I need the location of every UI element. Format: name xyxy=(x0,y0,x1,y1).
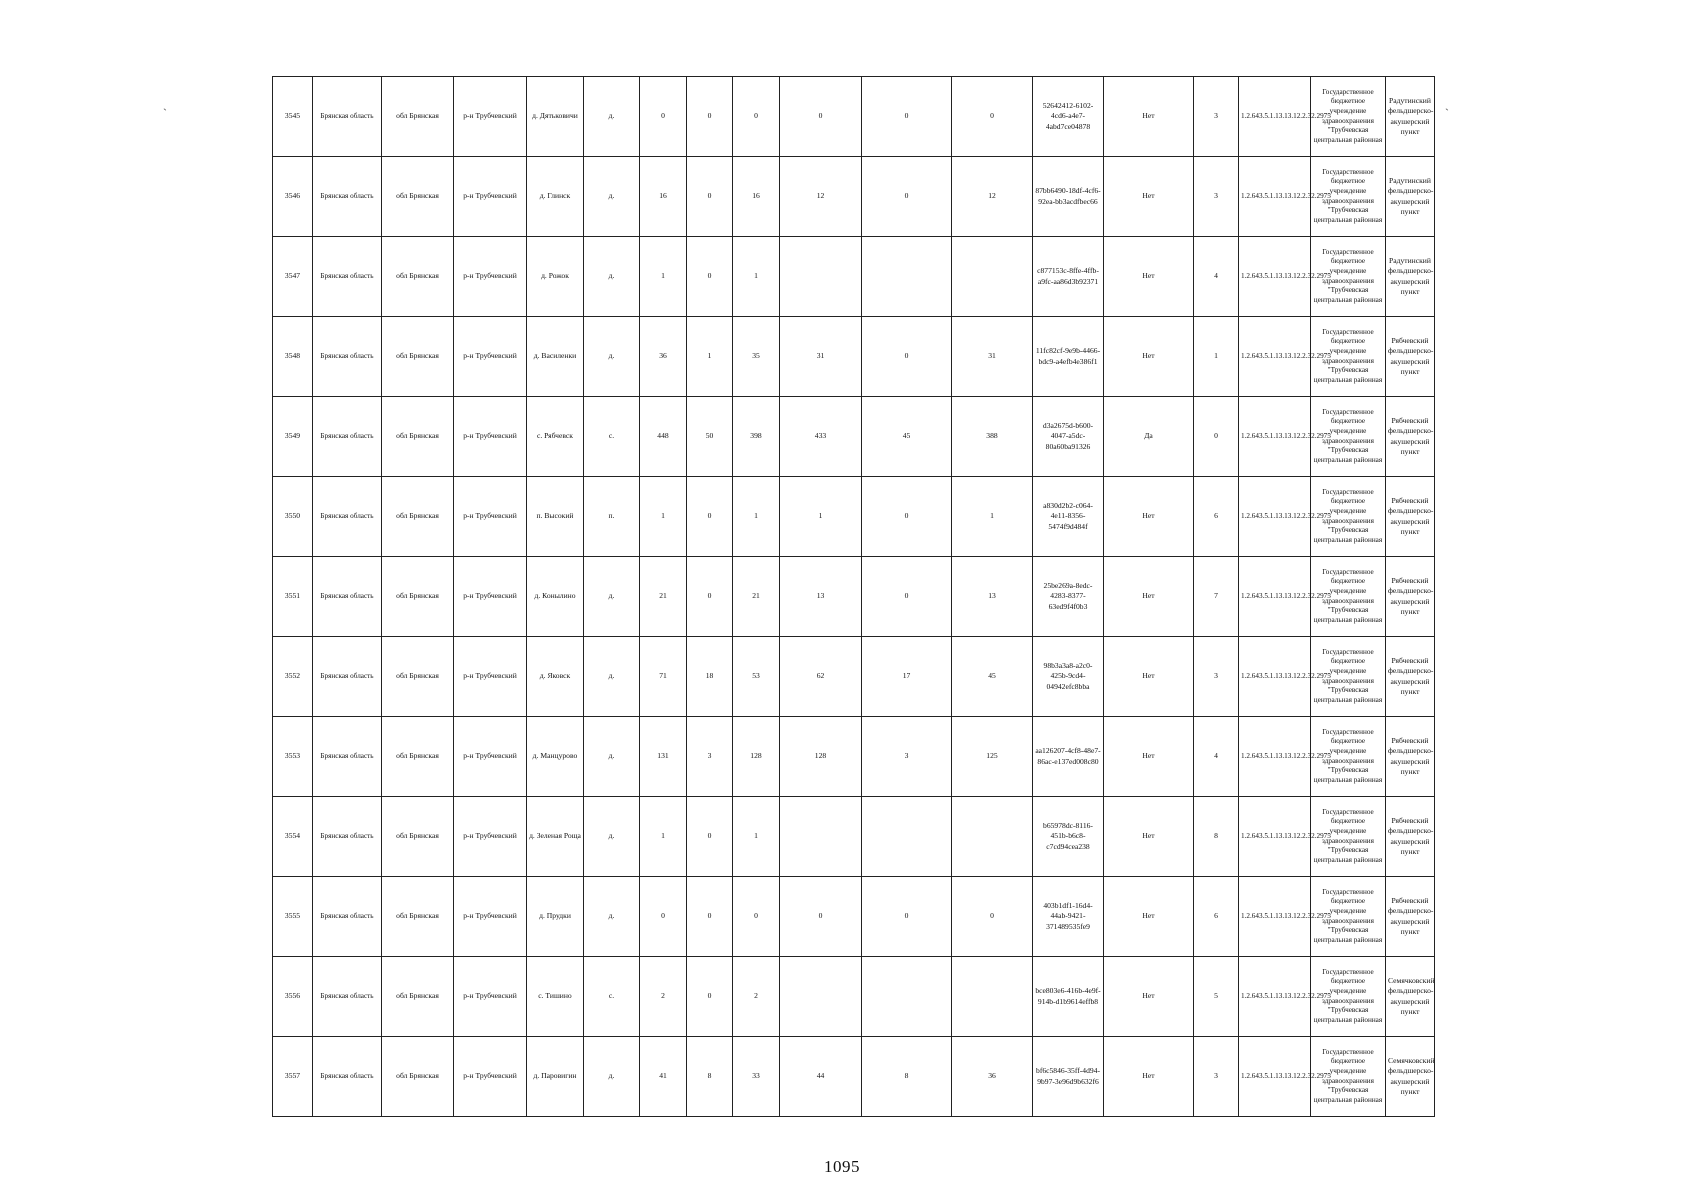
value-cell-1: 41 xyxy=(640,1037,687,1117)
value-cell-3: 2 xyxy=(733,957,780,1037)
value-cell-5: 0 xyxy=(862,157,952,237)
value-cell-3: 21 xyxy=(733,557,780,637)
value-cell-5: 0 xyxy=(862,77,952,157)
facility-cell: Рябчевский фельдшерско-акушерский пункт xyxy=(1386,717,1435,797)
facility-cell: Семячковский фельдшерско-акушерский пункт xyxy=(1386,1037,1435,1117)
value-cell-2: 50 xyxy=(687,397,733,477)
region-cell: Брянская область xyxy=(313,237,382,317)
facility-cell: Радутинский фельдшерско-акушерский пункт xyxy=(1386,77,1435,157)
value-cell-2: 0 xyxy=(687,957,733,1037)
oid-cell: 1.2.643.5.1.13.13.12.2.32.2975 xyxy=(1239,557,1311,637)
value-cell-3: 1 xyxy=(733,237,780,317)
value-cell-1: 131 xyxy=(640,717,687,797)
region-cell: Брянская область xyxy=(313,637,382,717)
value-cell-3: 35 xyxy=(733,317,780,397)
oid-cell: 1.2.643.5.1.13.13.12.2.32.2975 xyxy=(1239,717,1311,797)
code-cell: 3 xyxy=(1194,637,1239,717)
value-cell-6 xyxy=(952,237,1033,317)
value-cell-5: 0 xyxy=(862,877,952,957)
region-cell: Брянская область xyxy=(313,797,382,877)
value-cell-4 xyxy=(780,237,862,317)
oid-cell: 1.2.643.5.1.13.13.12.2.32.2975 xyxy=(1239,637,1311,717)
organization-cell: Государственное бюджетное учреждение здравоохранения "Трубчевская центральная районная xyxy=(1311,237,1386,317)
table-row xyxy=(273,237,1435,317)
margin-mark-left: ` xyxy=(163,106,167,120)
region-cell: Брянская область xyxy=(313,717,382,797)
flag-cell: Нет xyxy=(1104,717,1194,797)
district-cell: р-н Трубчевский xyxy=(454,397,527,477)
settlements-table-sheet xyxy=(272,76,1435,1117)
locality-cell: с. Рябчевск xyxy=(527,397,584,477)
locality-type-cell: д. xyxy=(584,797,640,877)
value-cell-2: 0 xyxy=(687,877,733,957)
district-cell: р-н Трубчевский xyxy=(454,157,527,237)
value-cell-6: 12 xyxy=(952,157,1033,237)
facility-cell: Рябчевский фельдшерско-акушерский пункт xyxy=(1386,877,1435,957)
value-cell-6 xyxy=(952,797,1033,877)
value-cell-5: 3 xyxy=(862,717,952,797)
locality-cell: д. Глинск xyxy=(527,157,584,237)
code-cell: 0 xyxy=(1194,397,1239,477)
row-number: 3551 xyxy=(273,557,313,637)
organization-cell: Государственное бюджетное учреждение здравоохранения "Трубчевская центральная районная xyxy=(1311,637,1386,717)
value-cell-3: 1 xyxy=(733,477,780,557)
district-cell: р-н Трубчевский xyxy=(454,557,527,637)
locality-type-cell: п. xyxy=(584,477,640,557)
table-row xyxy=(273,957,1435,1037)
fias-guid-cell: 87bb6490-18df-4cf6-92ea-bb3acdfbec66 xyxy=(1033,157,1104,237)
value-cell-6: 31 xyxy=(952,317,1033,397)
locality-type-cell: д. xyxy=(584,1037,640,1117)
facility-cell: Рябчевский фельдшерско-акушерский пункт xyxy=(1386,637,1435,717)
locality-type-cell: д. xyxy=(584,317,640,397)
region-cell: Брянская область xyxy=(313,397,382,477)
facility-cell: Радутинский фельдшерско-акушерский пункт xyxy=(1386,237,1435,317)
value-cell-3: 1 xyxy=(733,797,780,877)
value-cell-2: 1 xyxy=(687,317,733,397)
value-cell-5: 17 xyxy=(862,637,952,717)
flag-cell: Нет xyxy=(1104,957,1194,1037)
oid-cell: 1.2.643.5.1.13.13.12.2.32.2975 xyxy=(1239,77,1311,157)
row-number: 3554 xyxy=(273,797,313,877)
value-cell-6: 0 xyxy=(952,77,1033,157)
code-cell: 6 xyxy=(1194,877,1239,957)
organization-cell: Государственное бюджетное учреждение здравоохранения "Трубчевская центральная районная xyxy=(1311,557,1386,637)
organization-cell: Государственное бюджетное учреждение здравоохранения "Трубчевская центральная районная xyxy=(1311,397,1386,477)
value-cell-2: 0 xyxy=(687,557,733,637)
value-cell-3: 398 xyxy=(733,397,780,477)
oblast-cell: обл Брянская xyxy=(382,317,454,397)
facility-cell: Рябчевский фельдшерско-акушерский пункт xyxy=(1386,397,1435,477)
locality-cell: д. Яковск xyxy=(527,637,584,717)
value-cell-2: 0 xyxy=(687,797,733,877)
row-number: 3553 xyxy=(273,717,313,797)
locality-cell: д. Паровигин xyxy=(527,1037,584,1117)
value-cell-3: 53 xyxy=(733,637,780,717)
district-cell: р-н Трубчевский xyxy=(454,717,527,797)
value-cell-4: 62 xyxy=(780,637,862,717)
region-cell: Брянская область xyxy=(313,157,382,237)
value-cell-2: 0 xyxy=(687,157,733,237)
table-row xyxy=(273,877,1435,957)
fias-guid-cell: d3a2675d-b600-4047-a5dc-80a60ba91326 xyxy=(1033,397,1104,477)
value-cell-1: 448 xyxy=(640,397,687,477)
value-cell-2: 0 xyxy=(687,77,733,157)
flag-cell: Нет xyxy=(1104,77,1194,157)
value-cell-2: 8 xyxy=(687,1037,733,1117)
oid-cell: 1.2.643.5.1.13.13.12.2.32.2975 xyxy=(1239,1037,1311,1117)
table-row xyxy=(273,717,1435,797)
locality-cell: д. Манцурово xyxy=(527,717,584,797)
table-row xyxy=(273,557,1435,637)
value-cell-6: 1 xyxy=(952,477,1033,557)
oblast-cell: обл Брянская xyxy=(382,477,454,557)
value-cell-3: 128 xyxy=(733,717,780,797)
locality-type-cell: д. xyxy=(584,717,640,797)
table-row xyxy=(273,157,1435,237)
flag-cell: Нет xyxy=(1104,797,1194,877)
value-cell-5: 8 xyxy=(862,1037,952,1117)
fias-guid-cell: 11fc82cf-9e9b-4466-bdc9-a4efb4e386f1 xyxy=(1033,317,1104,397)
value-cell-6 xyxy=(952,957,1033,1037)
oblast-cell: обл Брянская xyxy=(382,1037,454,1117)
district-cell: р-н Трубчевский xyxy=(454,237,527,317)
oblast-cell: обл Брянская xyxy=(382,717,454,797)
district-cell: р-н Трубчевский xyxy=(454,477,527,557)
value-cell-2: 3 xyxy=(687,717,733,797)
district-cell: р-н Трубчевский xyxy=(454,637,527,717)
row-number: 3547 xyxy=(273,237,313,317)
value-cell-1: 36 xyxy=(640,317,687,397)
row-number: 3548 xyxy=(273,317,313,397)
value-cell-4: 12 xyxy=(780,157,862,237)
organization-cell: Государственное бюджетное учреждение здравоохранения "Трубчевская центральная районная xyxy=(1311,477,1386,557)
value-cell-4: 31 xyxy=(780,317,862,397)
facility-cell: Рябчевский фельдшерско-акушерский пункт xyxy=(1386,557,1435,637)
flag-cell: Да xyxy=(1104,397,1194,477)
region-cell: Брянская область xyxy=(313,957,382,1037)
oid-cell: 1.2.643.5.1.13.13.12.2.32.2975 xyxy=(1239,317,1311,397)
organization-cell: Государственное бюджетное учреждение здравоохранения "Трубчевская центральная районная xyxy=(1311,157,1386,237)
value-cell-5 xyxy=(862,957,952,1037)
value-cell-6: 125 xyxy=(952,717,1033,797)
region-cell: Брянская область xyxy=(313,1037,382,1117)
value-cell-1: 0 xyxy=(640,877,687,957)
locality-cell: д. Рожок xyxy=(527,237,584,317)
row-number: 3555 xyxy=(273,877,313,957)
value-cell-5: 45 xyxy=(862,397,952,477)
code-cell: 3 xyxy=(1194,1037,1239,1117)
fias-guid-cell: bce803e6-416b-4e9f-914b-d1b9614effb8 xyxy=(1033,957,1104,1037)
fias-guid-cell: 98b3a3a8-a2c0-425b-9cd4-04942efc8bba xyxy=(1033,637,1104,717)
value-cell-4: 44 xyxy=(780,1037,862,1117)
locality-cell: с. Тишино xyxy=(527,957,584,1037)
value-cell-6: 45 xyxy=(952,637,1033,717)
value-cell-2: 18 xyxy=(687,637,733,717)
value-cell-4: 128 xyxy=(780,717,862,797)
oblast-cell: обл Брянская xyxy=(382,237,454,317)
oblast-cell: обл Брянская xyxy=(382,397,454,477)
flag-cell: Нет xyxy=(1104,557,1194,637)
value-cell-4: 433 xyxy=(780,397,862,477)
organization-cell: Государственное бюджетное учреждение здравоохранения "Трубчевская центральная районная xyxy=(1311,797,1386,877)
flag-cell: Нет xyxy=(1104,157,1194,237)
oblast-cell: обл Брянская xyxy=(382,157,454,237)
facility-cell: Рябчевский фельдшерско-акушерский пункт xyxy=(1386,797,1435,877)
value-cell-3: 0 xyxy=(733,77,780,157)
value-cell-1: 1 xyxy=(640,477,687,557)
value-cell-6: 388 xyxy=(952,397,1033,477)
value-cell-4: 0 xyxy=(780,877,862,957)
row-number: 3546 xyxy=(273,157,313,237)
value-cell-3: 0 xyxy=(733,877,780,957)
code-cell: 6 xyxy=(1194,477,1239,557)
code-cell: 4 xyxy=(1194,237,1239,317)
locality-cell: д. Василенки xyxy=(527,317,584,397)
fias-guid-cell: bf6c5846-35ff-4d94-9b97-3e96d9b632f6 xyxy=(1033,1037,1104,1117)
settlements-table xyxy=(272,76,1435,1117)
value-cell-3: 16 xyxy=(733,157,780,237)
fias-guid-cell: b65978dc-8116-451b-b6c8-c7cd94cea238 xyxy=(1033,797,1104,877)
facility-cell: Семячковский фельдшерско-акушерский пункт xyxy=(1386,957,1435,1037)
district-cell: р-н Трубчевский xyxy=(454,77,527,157)
oblast-cell: обл Брянская xyxy=(382,877,454,957)
value-cell-4 xyxy=(780,797,862,877)
region-cell: Брянская область xyxy=(313,317,382,397)
oid-cell: 1.2.643.5.1.13.13.12.2.32.2975 xyxy=(1239,957,1311,1037)
locality-type-cell: с. xyxy=(584,957,640,1037)
value-cell-5 xyxy=(862,797,952,877)
organization-cell: Государственное бюджетное учреждение здравоохранения "Трубчевская центральная районная xyxy=(1311,77,1386,157)
table-row xyxy=(273,797,1435,877)
row-number: 3557 xyxy=(273,1037,313,1117)
value-cell-4: 0 xyxy=(780,77,862,157)
page-number: 1095 xyxy=(824,1157,860,1176)
locality-cell: д. Прудки xyxy=(527,877,584,957)
table-row xyxy=(273,1037,1435,1117)
locality-cell: д. Дятьковичи xyxy=(527,77,584,157)
locality-type-cell: с. xyxy=(584,397,640,477)
fias-guid-cell: 403b1df1-16d4-44ab-9421-371489535fe9 xyxy=(1033,877,1104,957)
locality-type-cell: д. xyxy=(584,877,640,957)
organization-cell: Государственное бюджетное учреждение здравоохранения "Трубчевская центральная районная xyxy=(1311,717,1386,797)
oid-cell: 1.2.643.5.1.13.13.12.2.32.2975 xyxy=(1239,237,1311,317)
district-cell: р-н Трубчевский xyxy=(454,797,527,877)
oid-cell: 1.2.643.5.1.13.13.12.2.32.2975 xyxy=(1239,397,1311,477)
code-cell: 3 xyxy=(1194,157,1239,237)
locality-type-cell: д. xyxy=(584,557,640,637)
value-cell-2: 0 xyxy=(687,477,733,557)
district-cell: р-н Трубчевский xyxy=(454,877,527,957)
code-cell: 7 xyxy=(1194,557,1239,637)
value-cell-6: 0 xyxy=(952,877,1033,957)
region-cell: Брянская область xyxy=(313,77,382,157)
value-cell-1: 0 xyxy=(640,77,687,157)
code-cell: 5 xyxy=(1194,957,1239,1037)
region-cell: Брянская область xyxy=(313,557,382,637)
region-cell: Брянская область xyxy=(313,477,382,557)
facility-cell: Радутинский фельдшерско-акушерский пункт xyxy=(1386,157,1435,237)
fias-guid-cell: 25be269a-8edc-4283-8377-63ed9f4f0b3 xyxy=(1033,557,1104,637)
organization-cell: Государственное бюджетное учреждение здравоохранения "Трубчевская центральная районная xyxy=(1311,317,1386,397)
row-number: 3550 xyxy=(273,477,313,557)
oblast-cell: обл Брянская xyxy=(382,797,454,877)
value-cell-2: 0 xyxy=(687,237,733,317)
oblast-cell: обл Брянская xyxy=(382,957,454,1037)
value-cell-1: 16 xyxy=(640,157,687,237)
fias-guid-cell: c877153c-8ffe-4ffb-a9fc-aa86d3b92371 xyxy=(1033,237,1104,317)
code-cell: 1 xyxy=(1194,317,1239,397)
oid-cell: 1.2.643.5.1.13.13.12.2.32.2975 xyxy=(1239,797,1311,877)
row-number: 3549 xyxy=(273,397,313,477)
table-row xyxy=(273,637,1435,717)
flag-cell: Нет xyxy=(1104,1037,1194,1117)
value-cell-4 xyxy=(780,957,862,1037)
facility-cell: Рябчевский фельдшерско-акушерский пункт xyxy=(1386,317,1435,397)
row-number: 3545 xyxy=(273,77,313,157)
table-row xyxy=(273,397,1435,477)
value-cell-3: 33 xyxy=(733,1037,780,1117)
flag-cell: Нет xyxy=(1104,317,1194,397)
organization-cell: Государственное бюджетное учреждение здравоохранения "Трубчевская центральная районная xyxy=(1311,957,1386,1037)
value-cell-4: 1 xyxy=(780,477,862,557)
fias-guid-cell: a830d2b2-c064-4e11-8356-5474f9d484f xyxy=(1033,477,1104,557)
row-number: 3552 xyxy=(273,637,313,717)
table-body xyxy=(273,77,1435,1117)
value-cell-1: 21 xyxy=(640,557,687,637)
table-row xyxy=(273,317,1435,397)
margin-mark-right: ` xyxy=(1445,106,1449,120)
organization-cell: Государственное бюджетное учреждение здравоохранения "Трубчевская центральная районная xyxy=(1311,877,1386,957)
value-cell-6: 13 xyxy=(952,557,1033,637)
district-cell: р-н Трубчевский xyxy=(454,1037,527,1117)
value-cell-5: 0 xyxy=(862,317,952,397)
value-cell-5: 0 xyxy=(862,477,952,557)
value-cell-5: 0 xyxy=(862,557,952,637)
value-cell-1: 1 xyxy=(640,797,687,877)
value-cell-1: 2 xyxy=(640,957,687,1037)
fias-guid-cell: 52642412-6102-4cd6-a4e7-4abd7ce04878 xyxy=(1033,77,1104,157)
oblast-cell: обл Брянская xyxy=(382,557,454,637)
row-number: 3556 xyxy=(273,957,313,1037)
organization-cell: Государственное бюджетное учреждение здравоохранения "Трубчевская центральная районная xyxy=(1311,1037,1386,1117)
fias-guid-cell: aa126207-4cf8-48e7-86ac-e137ed008c80 xyxy=(1033,717,1104,797)
value-cell-1: 71 xyxy=(640,637,687,717)
locality-type-cell: д. xyxy=(584,77,640,157)
flag-cell: Нет xyxy=(1104,477,1194,557)
value-cell-4: 13 xyxy=(780,557,862,637)
locality-cell: д. Конылино xyxy=(527,557,584,637)
flag-cell: Нет xyxy=(1104,637,1194,717)
oid-cell: 1.2.643.5.1.13.13.12.2.32.2975 xyxy=(1239,877,1311,957)
value-cell-5 xyxy=(862,237,952,317)
flag-cell: Нет xyxy=(1104,877,1194,957)
code-cell: 8 xyxy=(1194,797,1239,877)
oblast-cell: обл Брянская xyxy=(382,637,454,717)
table-row xyxy=(273,477,1435,557)
oblast-cell: обл Брянская xyxy=(382,77,454,157)
region-cell: Брянская область xyxy=(313,877,382,957)
oid-cell: 1.2.643.5.1.13.13.12.2.32.2975 xyxy=(1239,157,1311,237)
district-cell: р-н Трубчевский xyxy=(454,957,527,1037)
flag-cell: Нет xyxy=(1104,237,1194,317)
locality-type-cell: д. xyxy=(584,157,640,237)
value-cell-1: 1 xyxy=(640,237,687,317)
locality-type-cell: д. xyxy=(584,237,640,317)
oid-cell: 1.2.643.5.1.13.13.12.2.32.2975 xyxy=(1239,477,1311,557)
value-cell-6: 36 xyxy=(952,1037,1033,1117)
facility-cell: Рябчевский фельдшерско-акушерский пункт xyxy=(1386,477,1435,557)
locality-cell: п. Высокий xyxy=(527,477,584,557)
code-cell: 3 xyxy=(1194,77,1239,157)
locality-type-cell: д. xyxy=(584,637,640,717)
code-cell: 4 xyxy=(1194,717,1239,797)
district-cell: р-н Трубчевский xyxy=(454,317,527,397)
locality-cell: д. Зеленая Роща xyxy=(527,797,584,877)
table-row xyxy=(273,77,1435,157)
